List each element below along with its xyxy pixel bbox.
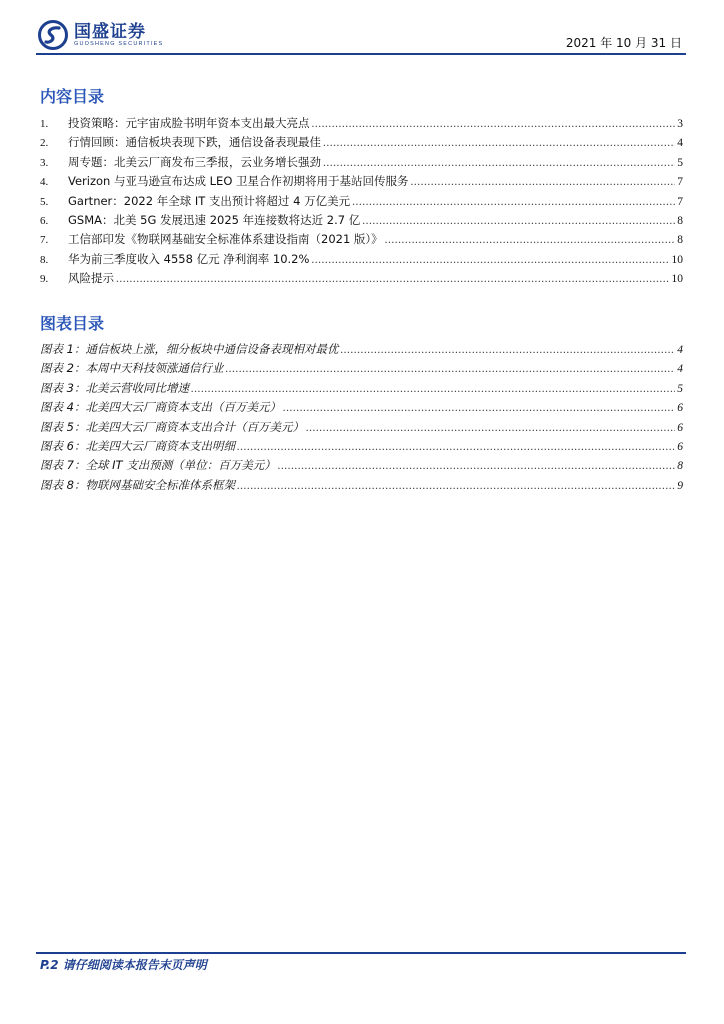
toc-entry-number: 3.: [40, 156, 49, 169]
footer-disclaimer: P.2 请仔细阅读本报告末页声明: [40, 958, 207, 972]
toc-entry[interactable]: [40, 438, 683, 457]
toc-entry-page: 7: [677, 195, 683, 208]
contents-title: 内容目录: [40, 87, 105, 106]
toc-entry-label: 图表 2：本周中天科技领涨通信行业: [40, 361, 224, 376]
toc-entry-page: 6: [677, 440, 683, 453]
toc-entry[interactable]: [40, 115, 683, 134]
toc-entry-label: 图表 6：北美四大云厂商资本支出明细: [40, 438, 235, 453]
dot-leader: [237, 480, 675, 492]
toc-entry-page: 3: [677, 118, 683, 130]
toc-entry[interactable]: [40, 457, 683, 476]
dot-leader: [385, 234, 676, 246]
dot-leader: [323, 137, 675, 149]
dot-leader: [323, 157, 675, 169]
toc-entry-label: 图表 5：北美四大云厂商资本支出合计（百万美元）: [40, 419, 304, 434]
toc-entry-number: 1.: [40, 118, 49, 130]
dot-leader: [411, 176, 676, 188]
toc-entry[interactable]: [40, 380, 683, 399]
toc-entry-page: 8: [677, 214, 683, 227]
toc-entry-label: 工信部印发《物联网基础安全标准体系建设指南（2021 版）》: [68, 232, 383, 247]
toc-entry-label: GSMA：北美 5G 发展迅速 2025 年连接数将达近 2.7 亿: [68, 212, 361, 227]
toc-entry[interactable]: [40, 231, 683, 250]
toc-entry[interactable]: [40, 251, 683, 270]
toc-entry[interactable]: [40, 134, 683, 153]
dot-leader: [191, 383, 675, 395]
toc-entry-label: 图表 1：通信板块上涨，细分板块中通信设备表现相对最优: [40, 342, 339, 356]
toc-entry[interactable]: [40, 399, 683, 418]
toc-entry-label: 华为前三季度收入 4558 亿元 净利润率 10.2%: [68, 251, 310, 266]
toc-entry-page: 10: [671, 273, 683, 286]
guosheng-logo-icon: [38, 20, 68, 50]
contents-list: [40, 115, 683, 290]
toc-entry-page: 8: [677, 460, 683, 473]
toc-entry-number: 8.: [40, 253, 49, 266]
company-logo: [38, 20, 163, 50]
dot-leader: [352, 196, 675, 208]
toc-entry-page: 6: [677, 421, 683, 434]
toc-entry[interactable]: [40, 270, 683, 289]
footer-divider: [36, 952, 686, 954]
toc-entry-number: 2.: [40, 137, 49, 150]
toc-entry[interactable]: [40, 193, 683, 212]
toc-entry-number: 4.: [40, 176, 49, 189]
toc-entry-label: 周专题：北美云厂商发布三季报，云业务增长强劲: [68, 154, 321, 169]
toc-entry-number: 9.: [40, 273, 49, 286]
toc-entry-label: 图表 3：北美云营收同比增速: [40, 380, 189, 395]
figures-list: [40, 341, 683, 496]
toc-entry-page: 5: [677, 382, 683, 395]
page-header: [36, 20, 686, 54]
toc-entry-label: 行情回顾：通信板块表现下跌，通信设备表现最佳: [68, 135, 321, 150]
dot-leader: [237, 441, 675, 453]
toc-entry-page: 7: [677, 176, 683, 189]
toc-entry-page: 5: [677, 156, 683, 169]
dot-leader: [312, 118, 676, 130]
toc-entry-page: 8: [677, 234, 683, 247]
toc-entry[interactable]: [40, 341, 683, 360]
toc-entry-label: 图表 8：物联网基础安全标准体系框架: [40, 477, 235, 492]
report-date: 2021 年 10 月 31 日: [565, 36, 682, 50]
toc-entry-page: 4: [677, 344, 683, 356]
toc-entry-label: 风险提示: [68, 271, 114, 286]
toc-entry[interactable]: [40, 419, 683, 438]
toc-entry[interactable]: [40, 477, 683, 496]
toc-entry-label: 图表 4：北美四大云厂商资本支出（百万美元）: [40, 400, 281, 415]
dot-leader: [116, 273, 670, 285]
toc-entry-number: 6.: [40, 214, 49, 227]
toc-entry[interactable]: [40, 173, 683, 192]
toc-entry-label: Gartner：2022 年全球 IT 支出预计将超过 4 万亿美元: [68, 193, 351, 208]
dot-leader: [278, 460, 676, 472]
dot-leader: [306, 422, 675, 434]
toc-entry-page: 4: [677, 363, 683, 376]
dot-leader: [362, 215, 675, 227]
toc-entry[interactable]: [40, 360, 683, 379]
toc-entry-page: 9: [677, 479, 683, 492]
toc-entry-number: 5.: [40, 195, 49, 208]
toc-entry-number: 7.: [40, 234, 49, 247]
toc-entry-label: 投资策略：元宇宙成脸书明年资本支出最大亮点: [68, 116, 310, 130]
toc-entry-page: 10: [671, 253, 683, 266]
dot-leader: [283, 402, 675, 414]
toc-entry-label: Verizon 与亚马逊宣布达成 LEO 卫星合作初期将用于基站回传服务: [68, 174, 409, 189]
dot-leader: [225, 363, 675, 375]
logo-english-name: GUOSHENG SECURITIES: [74, 40, 164, 47]
toc-entry[interactable]: [40, 212, 683, 231]
dot-leader: [340, 344, 675, 356]
header-divider: [36, 53, 686, 55]
toc-entry[interactable]: [40, 154, 683, 173]
figures-title: 图表目录: [40, 314, 105, 333]
toc-entry-label: 图表 7：全球 IT 支出预测（单位：百万美元）: [40, 458, 276, 473]
toc-entry-page: 6: [677, 402, 683, 415]
toc-entry-page: 4: [677, 137, 683, 150]
logo-chinese-name: 国盛证券: [74, 21, 146, 42]
dot-leader: [311, 254, 669, 266]
